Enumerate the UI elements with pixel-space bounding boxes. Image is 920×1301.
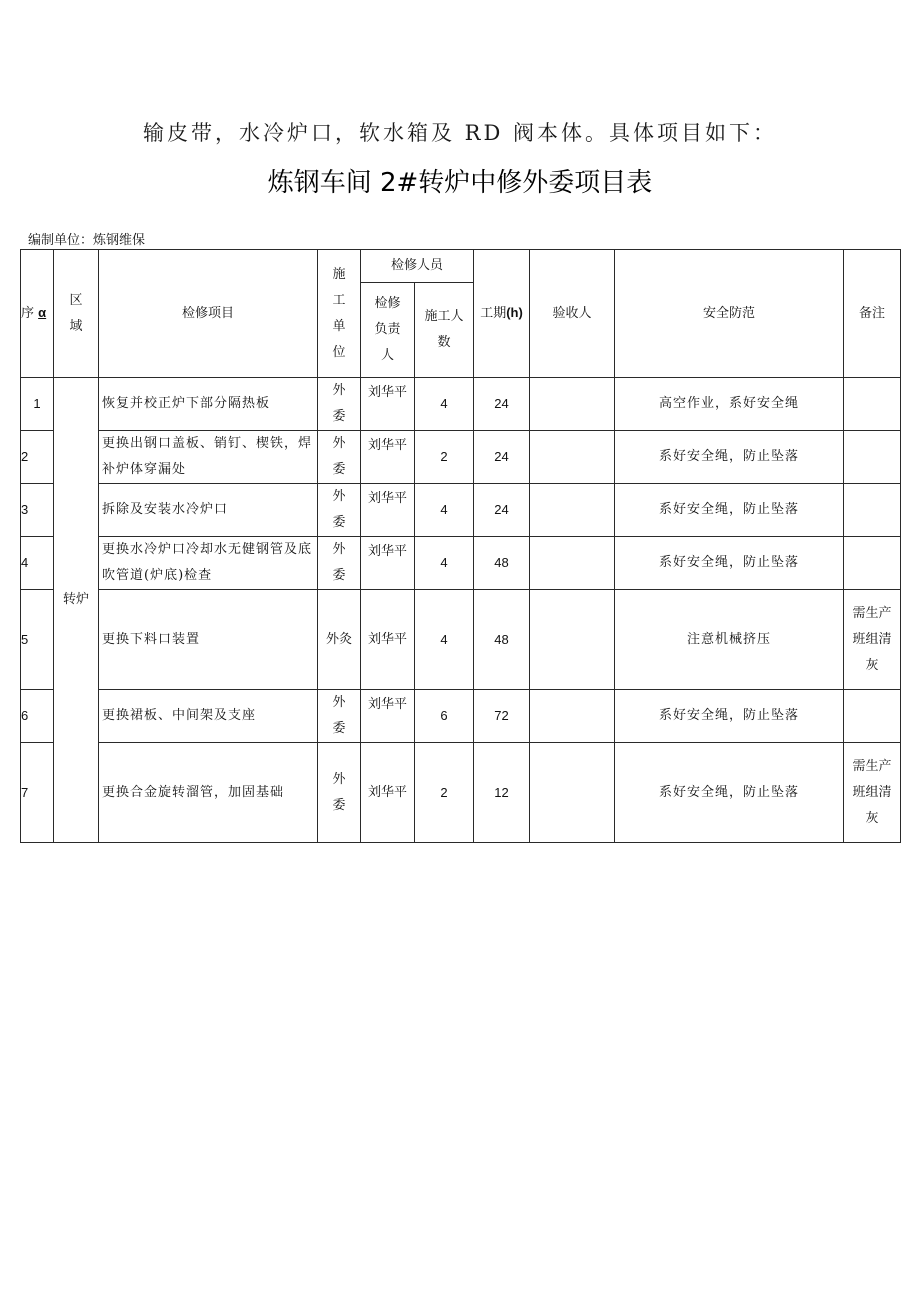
row-safety: 系好安全绳，防止坠落	[615, 537, 844, 590]
header-unit-label: 施工单位	[332, 266, 346, 360]
row-remark	[844, 378, 901, 431]
row-remark: 需生产班组清灰	[844, 743, 901, 843]
row-unit-label: 外委	[332, 542, 346, 583]
row-workers: 4	[415, 537, 474, 590]
row-remark	[844, 484, 901, 537]
row-seq: 3	[21, 484, 54, 537]
area-cell	[54, 378, 99, 843]
row-workers: 4	[415, 378, 474, 431]
table-row	[21, 690, 901, 743]
row-workers: 4	[415, 590, 474, 690]
row-item: 更换下料口装置	[99, 590, 318, 690]
table-row	[21, 378, 901, 431]
header-acceptor: 验收人	[530, 250, 615, 378]
row-acceptor	[530, 431, 615, 484]
row-seq: 1	[21, 378, 54, 431]
maintenance-project-table	[20, 249, 901, 843]
header-lead: 检修负责人	[361, 283, 415, 378]
compiling-unit-label: 编制单位：炼钢维保	[28, 233, 146, 248]
header-area	[54, 250, 99, 378]
table-row	[21, 743, 901, 843]
row-unit	[318, 431, 361, 484]
row-workers: 6	[415, 690, 474, 743]
table-row	[21, 537, 901, 590]
row-lead: 刘华平	[361, 690, 415, 743]
row-acceptor	[530, 690, 615, 743]
row-duration: 12	[474, 743, 530, 843]
row-safety: 系好安全绳，防止坠落	[615, 690, 844, 743]
row-item: 更换合金旋转溜管，加固基础	[99, 743, 318, 843]
row-safety: 系好安全绳，防止坠落	[615, 743, 844, 843]
row-duration: 48	[474, 537, 530, 590]
row-seq: 5	[21, 590, 54, 690]
row-seq: 6	[21, 690, 54, 743]
table-row	[21, 431, 901, 484]
row-duration: 48	[474, 590, 530, 690]
header-area-label: 区域	[69, 292, 83, 334]
table-row	[21, 484, 901, 537]
row-seq: 7	[21, 743, 54, 843]
row-lead: 刘华平	[361, 537, 415, 590]
header-seq-suffix: α	[38, 305, 47, 320]
row-duration: 24	[474, 484, 530, 537]
row-unit: 外灸	[318, 590, 361, 690]
header-safety: 安全防范	[615, 250, 844, 378]
row-lead: 刘华平	[361, 378, 415, 431]
row-item: 更换水冷炉口冷却水无健钢管及底吹管道(炉底)检查	[99, 537, 318, 590]
row-acceptor	[530, 537, 615, 590]
row-lead: 刘华平	[361, 590, 415, 690]
row-remark	[844, 537, 901, 590]
row-unit	[318, 537, 361, 590]
area-label: 转炉	[62, 592, 89, 607]
row-safety: 系好安全绳，防止坠落	[615, 484, 844, 537]
row-remark	[844, 431, 901, 484]
row-unit	[318, 743, 361, 843]
row-unit-label: 外委	[332, 383, 346, 424]
row-duration: 24	[474, 431, 530, 484]
row-item: 恢复并校正炉下部分隔热板	[99, 378, 318, 431]
row-workers: 2	[415, 743, 474, 843]
header-unit	[318, 250, 361, 378]
row-unit-label: 外委	[332, 695, 346, 736]
row-safety: 注意机械挤压	[615, 590, 844, 690]
row-duration: 72	[474, 690, 530, 743]
header-seq-label: 序	[21, 306, 35, 321]
row-remark	[844, 690, 901, 743]
row-item: 更换出钢口盖板、销钉、楔铁，焊补炉体穿漏处	[99, 431, 318, 484]
header-item: 检修项目	[99, 250, 318, 378]
row-acceptor	[530, 484, 615, 537]
row-acceptor	[530, 378, 615, 431]
header-workers: 施工人数	[415, 283, 474, 378]
row-remark: 需生产班组清灰	[844, 590, 901, 690]
row-unit-label: 外委	[332, 771, 346, 813]
row-unit-label: 外委	[332, 436, 346, 477]
row-acceptor	[530, 590, 615, 690]
row-unit-label: 外委	[332, 489, 346, 530]
header-duration-label: 工期	[480, 306, 507, 321]
header-remark: 备注	[844, 250, 901, 378]
row-seq: 4	[21, 537, 54, 590]
row-unit	[318, 690, 361, 743]
row-item: 拆除及安装水冷炉口	[99, 484, 318, 537]
row-safety: 系好安全绳，防止坠落	[615, 431, 844, 484]
header-duration	[474, 250, 530, 378]
row-acceptor	[530, 743, 615, 843]
row-item: 更换裙板、中间架及支座	[99, 690, 318, 743]
table-row	[21, 590, 901, 690]
row-unit	[318, 378, 361, 431]
row-lead: 刘华平	[361, 743, 415, 843]
row-unit	[318, 484, 361, 537]
row-duration: 24	[474, 378, 530, 431]
row-safety: 高空作业，系好安全绳	[615, 378, 844, 431]
row-lead: 刘华平	[361, 431, 415, 484]
row-seq: 2	[21, 431, 54, 484]
row-lead: 刘华平	[361, 484, 415, 537]
header-duration-unit: (h)	[506, 305, 523, 320]
header-seq	[21, 250, 54, 378]
intro-line: 输皮带，水冷炉口，软水箱及 RD 阀本体。具体项目如下：	[143, 121, 777, 145]
header-staff-group: 检修人员	[361, 250, 474, 283]
row-workers: 4	[415, 484, 474, 537]
row-workers: 2	[415, 431, 474, 484]
document-title: 炼钢车间 2#转炉中修外委项目表	[267, 168, 653, 198]
